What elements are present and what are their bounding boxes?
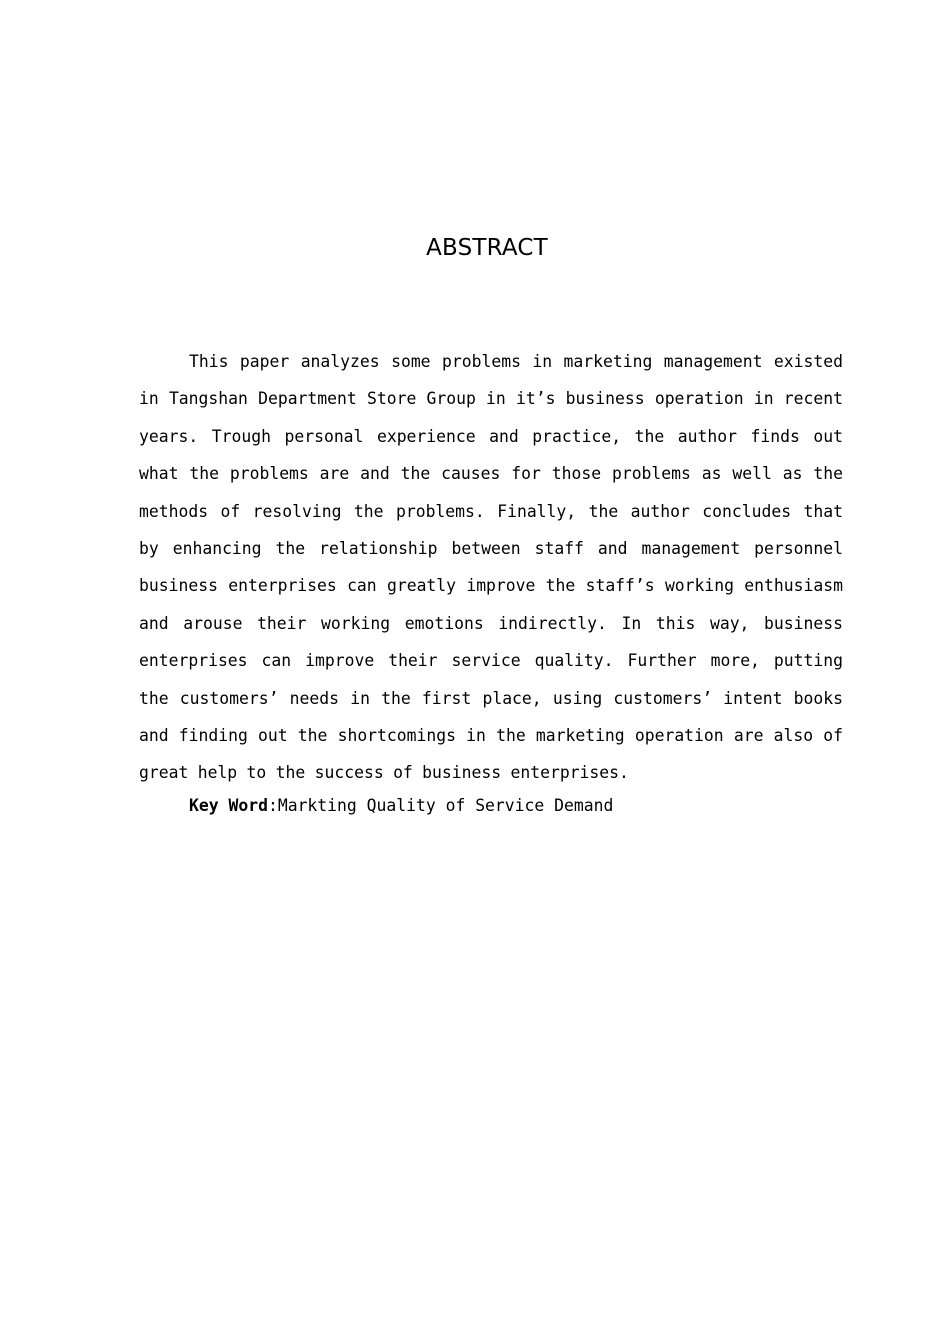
keywords-line <box>189 793 843 819</box>
keywords-label: Key Word <box>189 796 268 815</box>
keywords-value: Markting Quality of Service Demand <box>277 796 614 815</box>
abstract-body: This paper analyzes some problems in marketing management existed in Tangshan Department Store Group in it’s business operation in recent years. Trough personal experience and practice, the author finds out what the problems are and the causes for those problems as well as the methods of resolving the problems. Finally, the author concludes that by enhancing the relationship between staff and management personnel business enterprises can greatly improve the staff’s working enthusiasm and arouse their working emotions indirectly. In this way, business enterprises can improve their service quality. Further more, putting the customers’ needs in the first place, using customers’ intent books and finding out the shortcomings in the marketing operation are also of great help to the success of business enterprises. <box>139 352 843 783</box>
abstract-title: ABSTRACT <box>426 235 548 261</box>
keywords-separator: : <box>267 796 278 815</box>
